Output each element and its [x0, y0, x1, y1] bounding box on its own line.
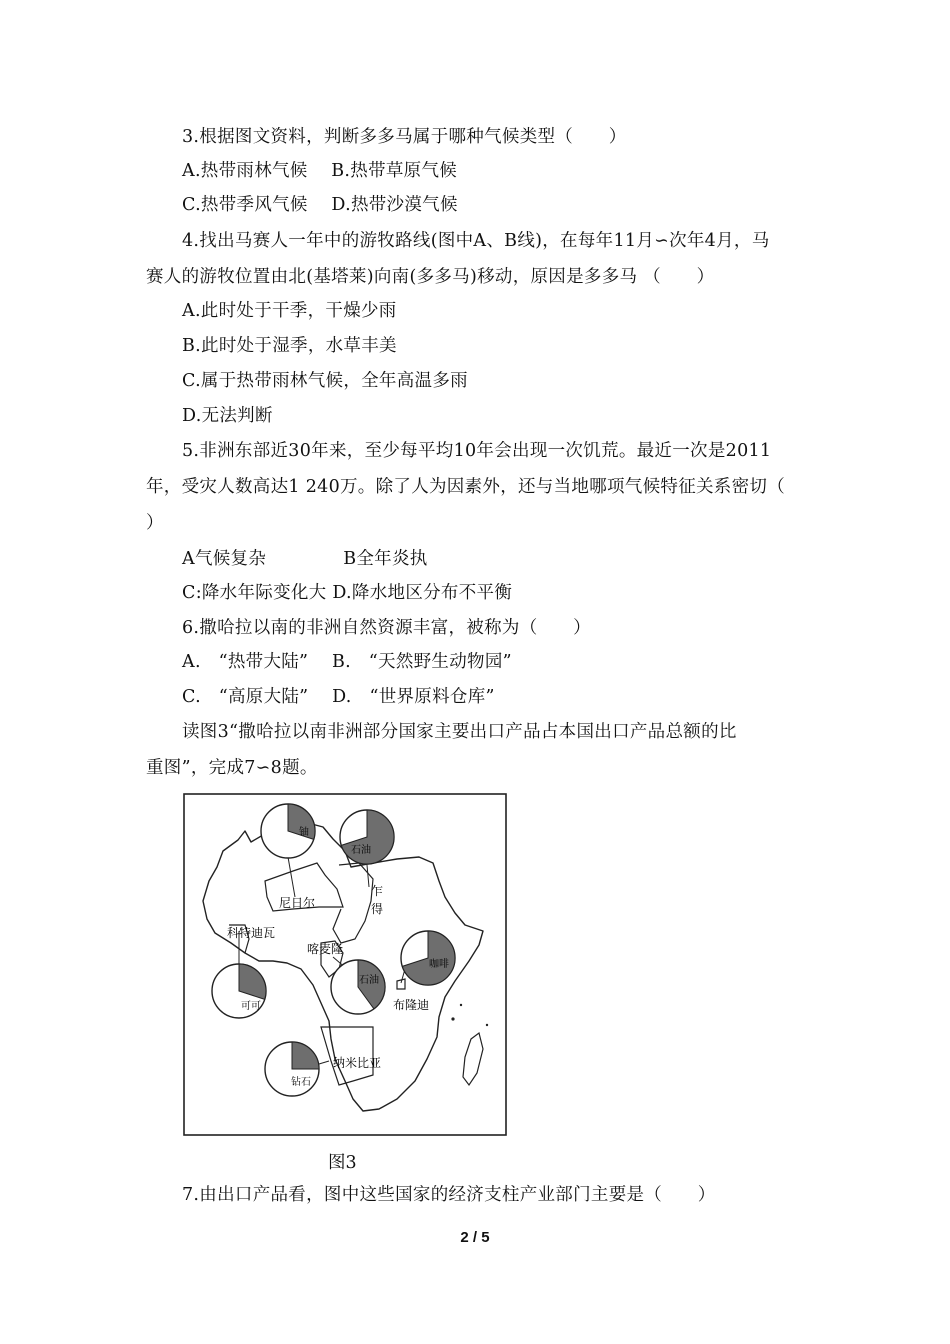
label-cote-divoire: 科特迪瓦	[227, 926, 276, 940]
pie-label-diamond: 钻石	[291, 1077, 311, 1088]
q6-stem: 6.撒哈拉以南的非洲自然资源丰富，被称为（ ）	[182, 618, 591, 638]
island-dot	[460, 1004, 462, 1006]
page-total: 5	[481, 1229, 490, 1246]
q6-options-row1: A. “热带大陆” B. “天然野生动物园”	[182, 652, 512, 672]
pie-chart-cote-divoire-cocoa	[212, 964, 266, 1018]
q4-stem-line2: 赛人的游牧位置由北(基塔莱)向南(多多马)移动，原因是多多马 （ ）	[146, 267, 715, 287]
figure-intro-line1: 读图3“撒哈拉以南非洲部分国家主要出口产品占本国出口产品总额的比	[182, 722, 737, 742]
pie-chart-chad-oil	[340, 810, 394, 864]
q4-option-a: A.此时处于干季，干燥少雨	[182, 301, 397, 321]
label-chad-2: 得	[371, 902, 384, 916]
pie-label-oil-chad: 石油	[351, 845, 371, 856]
pie-chart-cameroon-oil	[331, 960, 385, 1014]
q4-stem-line1: 4.找出马赛人一年中的游牧路线(图中A、B线)，在每年11月∽次年4月，马	[182, 231, 770, 251]
pie-label-coffee: 咖啡	[429, 959, 449, 970]
africa-map-svg	[183, 793, 507, 1136]
pie-label-cocoa: 可可	[241, 1001, 261, 1012]
figure-caption: 图3	[328, 1153, 357, 1173]
pie-label-uranium: 铀	[299, 827, 309, 838]
label-cameroon: 喀麦隆	[307, 942, 344, 956]
figure-intro-line2: 重图”，完成7∽8题。	[146, 758, 318, 778]
q3-stem: 3.根据图文资料，判断多多马属于哪种气候类型（ ）	[182, 127, 627, 147]
label-burundi: 布隆迪	[393, 998, 430, 1012]
q6-options-row2: C. “高原大陆” D. “世界原料仓库”	[182, 687, 495, 707]
q4-option-c: C.属于热带雨林气候，全年高温多雨	[182, 371, 468, 391]
label-namibia: 纳米比亚	[333, 1056, 382, 1070]
q5-options-row1: A气候复杂 B全年炎执	[182, 549, 428, 569]
q3-options-row1: A.热带雨林气候 B.热带草原气候	[182, 161, 458, 181]
island-dot	[451, 1017, 454, 1020]
q5-stem-line2: 年，受灾人数高达1 240万。除了人为因素外，还与当地哪项气候特征关系密切（	[146, 477, 785, 497]
q4-option-d: D.无法判断	[182, 406, 273, 426]
label-niger: 尼日尔	[279, 896, 316, 910]
pie-chart-burundi-coffee	[401, 931, 455, 985]
page-separator: /	[468, 1229, 482, 1246]
island-dot	[486, 1024, 488, 1026]
q3-options-row2: C.热带季风气候 D.热带沙漠气候	[182, 195, 458, 215]
label-chad-1: 乍	[371, 884, 384, 898]
q7-stem: 7.由出口产品看，图中这些国家的经济支柱产业部门主要是（ ）	[182, 1185, 716, 1205]
page-indicator	[0, 1229, 950, 1246]
pie-chart-niger-uranium	[261, 804, 315, 858]
q4-option-b: B.此时处于湿季，水草丰美	[182, 336, 397, 356]
pie-label-oil-cameroon: 石油	[359, 975, 379, 986]
q5-options-row2: C:降水年际变化大 D.降水地区分布不平衡	[182, 583, 513, 603]
q5-stem-line3: ）	[146, 513, 164, 533]
pie-chart-namibia-diamond	[265, 1042, 319, 1096]
africa-export-map	[183, 793, 507, 1136]
page-number: 2	[460, 1229, 469, 1246]
q5-stem-line1: 5.非洲东部近30年来，至少每平均10年会出现一次饥荒。最近一次是2011	[182, 441, 772, 461]
